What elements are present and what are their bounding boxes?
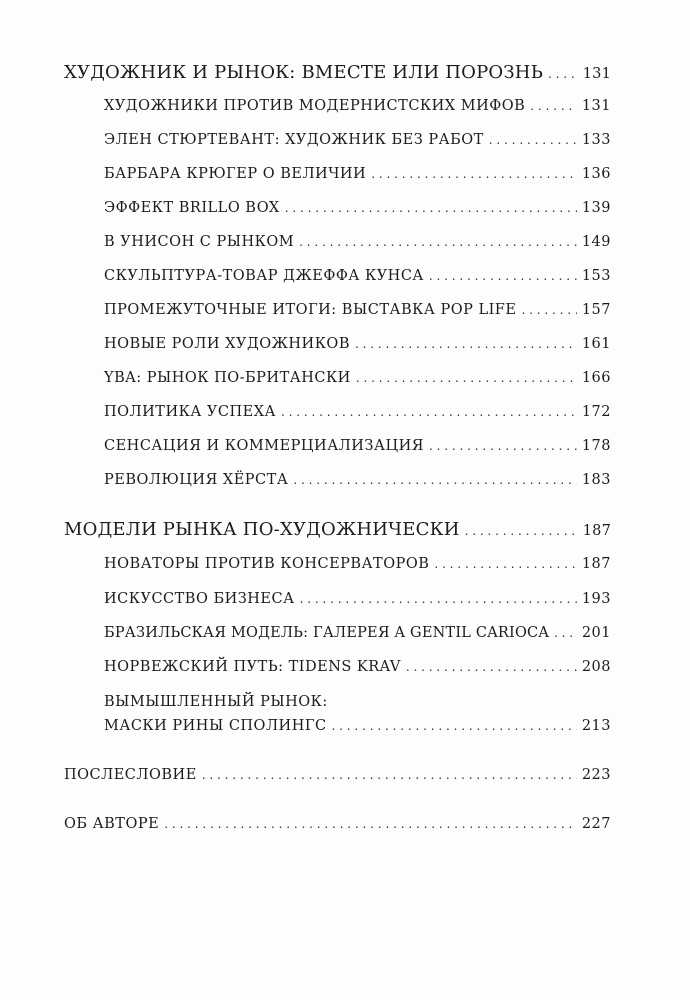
toc-entry[interactable] [104,370,611,386]
dot-leader [548,62,578,83]
page-number: 149 [581,234,611,250]
toc-entry[interactable] [104,404,611,420]
dot-leader [164,816,577,832]
toc-entry[interactable] [104,336,611,352]
dot-leader [434,556,576,572]
toc-entry[interactable] [104,234,611,250]
dot-leader [521,302,576,318]
page-number: 183 [581,472,611,488]
dot-leader [429,268,577,284]
page-number: 227 [581,816,611,832]
toc-entry[interactable] [104,268,611,284]
section-title: YBA: РЫНОК ПО-БРИТАНСКИ [104,370,351,386]
toc-entry[interactable] [104,438,611,454]
page-number: 208 [581,659,611,675]
dot-leader [300,591,577,607]
toc-chapter-2[interactable] [64,519,611,540]
chapter-title: МОДЕЛИ РЫНКА ПО-ХУДОЖНИЧЕСКИ [64,519,460,540]
toc-afterword[interactable] [64,767,611,783]
page-number: 172 [581,404,611,420]
section-title: БРАЗИЛЬСКАЯ МОДЕЛЬ: ГАЛЕРЕЯ A GENTIL CARIOCA [104,625,549,641]
section-title: БАРБАРА КРЮГЕР О ВЕЛИЧИИ [104,166,367,182]
dot-leader [355,336,577,352]
page-number: 153 [581,268,611,284]
toc-entry[interactable] [104,166,611,182]
toc-entry[interactable] [104,302,611,318]
page-number: 178 [581,438,611,454]
section-title: НОРВЕЖСКИЙ ПУТЬ: TIDENS KRAV [104,659,401,675]
section-title: ХУДОЖНИКИ ПРОТИВ МОДЕРНИСТСКИХ МИФОВ [104,98,526,114]
page-number: 157 [581,302,611,318]
section-title: СЕНСАЦИЯ И КОММЕРЦИАЛИЗАЦИЯ [104,438,424,454]
dot-leader [554,625,577,641]
page-number: 187 [582,523,611,539]
section-title: ПРОМЕЖУТОЧНЫЕ ИТОГИ: ВЫСТАВКА POP LIFE [104,302,517,318]
dot-leader [281,404,577,420]
section-title-line-1: ВЫМЫШЛЕННЫЙ РЫНОК: [104,694,328,710]
toc-entry[interactable] [104,98,611,114]
section-title: В УНИСОН С РЫНКОМ [104,234,295,250]
toc-entry[interactable] [104,718,611,734]
toc-entry[interactable] [104,132,611,148]
toc-chapter-1[interactable] [64,62,611,83]
section-title: ЭЛЕН СТЮРТЕВАНТ: ХУДОЖНИК БЕЗ РАБОТ [104,132,484,148]
toc-about-author[interactable] [64,816,611,832]
dot-leader [371,166,577,182]
section-title: ОБ АВТОРЕ [64,816,160,832]
section-title: РЕВОЛЮЦИЯ ХЁРСТА [104,472,289,488]
dot-leader [285,200,577,216]
dot-leader [356,370,577,386]
page-number: 136 [581,166,611,182]
chapter-title: ХУДОЖНИК И РЫНОК: ВМЕСТЕ ИЛИ ПОРОЗНЬ [64,62,544,83]
dot-leader [406,659,577,675]
page-number: 139 [581,200,611,216]
dot-leader [465,519,578,540]
dot-leader [202,767,577,783]
page-number: 131 [582,66,611,82]
toc-entry[interactable] [104,591,611,607]
page-number: 201 [581,625,611,641]
toc-entry[interactable] [104,472,611,488]
section-title: ПОЛИТИКА УСПЕХА [104,404,277,420]
toc-entry[interactable] [104,659,611,675]
page-number: 213 [581,718,611,734]
dot-leader [293,472,577,488]
toc-entry[interactable] [104,556,611,572]
dot-leader [429,438,577,454]
page-number: 223 [581,767,611,783]
page-number: 187 [581,556,611,572]
page-number: 166 [581,370,611,386]
page-number: 131 [581,98,611,114]
dot-leader [299,234,577,250]
section-title: ИСКУССТВО БИЗНЕСА [104,591,295,607]
dot-leader [530,98,577,114]
section-title: МАСКИ РИНЫ СПОЛИНГС [104,718,327,734]
toc-entry[interactable] [104,200,611,216]
section-title: ЭФФЕКТ BRILLO BOX [104,200,280,216]
section-title: СКУЛЬПТУРА-ТОВАР ДЖЕФФА КУНСА [104,268,424,284]
section-title: НОВАТОРЫ ПРОТИВ КОНСЕРВАТОРОВ [104,556,430,572]
toc-entry[interactable] [104,625,611,641]
section-title: НОВЫЕ РОЛИ ХУДОЖНИКОВ [104,336,350,352]
dot-leader [489,132,577,148]
page-number: 133 [581,132,611,148]
section-title: ПОСЛЕСЛОВИЕ [64,767,197,783]
page-number: 193 [581,591,611,607]
page-number: 161 [581,336,611,352]
dot-leader [332,718,577,734]
